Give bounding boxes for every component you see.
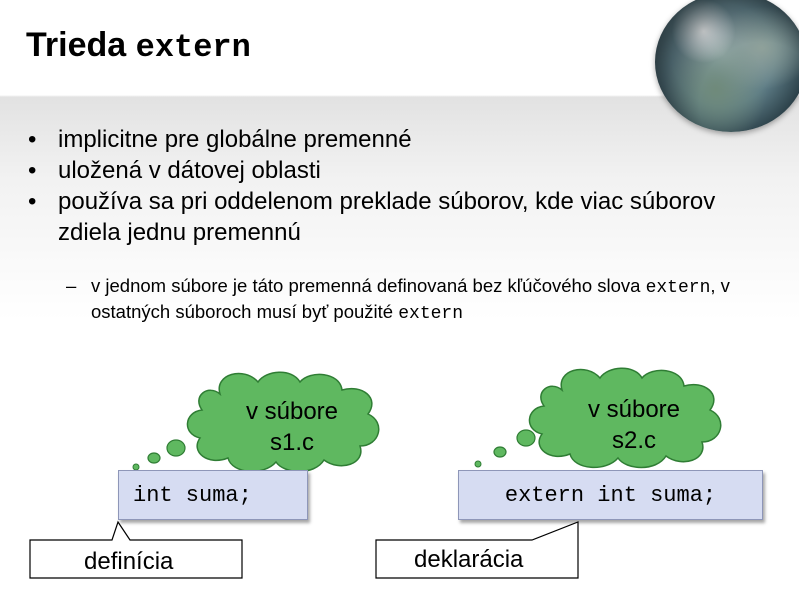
left-cloud-bubble <box>148 453 160 463</box>
sub-bullet-text-2: , v ostatných súboroch musí byť použité <box>91 275 730 322</box>
sub-bullet-code-1: extern <box>645 278 711 298</box>
right-cloud-line-2: s2.c <box>611 427 656 454</box>
right-cloud-label <box>574 394 694 456</box>
sub-bullet-marker: – <box>66 275 77 296</box>
bullet-marker: • <box>28 188 37 215</box>
sub-bullet-text-1: v jednom súbore je táto premenná definovaná bez kľúčového slova <box>91 275 646 296</box>
right-cloud-bubble <box>494 447 506 457</box>
left-code-box: int suma; <box>118 470 308 520</box>
right-cloud-bubble <box>517 430 535 446</box>
sub-bullet-code-2: extern <box>398 304 464 324</box>
title-text: Trieda <box>26 26 136 64</box>
bullet-item <box>26 124 726 155</box>
slide-title <box>26 26 251 66</box>
bullet-list <box>26 124 726 248</box>
left-callout-label: definícia <box>84 548 174 575</box>
left-cloud-label <box>232 396 352 458</box>
bullet-text: implicitne pre globálne premenné <box>58 126 412 153</box>
bullet-item <box>26 155 726 186</box>
right-cloud-line-1: v súbore <box>587 396 681 423</box>
left-cloud-line-2: s1.c <box>269 429 314 456</box>
bullet-marker: • <box>28 157 37 184</box>
right-code-box: extern int suma; <box>458 470 763 520</box>
bullet-text: uložená v dátovej oblasti <box>58 157 321 184</box>
right-cloud-bubble <box>475 461 481 467</box>
left-cloud-line-1: v súbore <box>245 398 339 425</box>
bullet-item <box>26 186 726 248</box>
bullet-text: používa sa pri oddelenom preklade súborov, kde viac súborov zdiela jednu premennú <box>58 188 716 246</box>
sub-bullet <box>66 274 791 326</box>
left-cloud-bubble <box>167 440 185 456</box>
bullet-marker: • <box>28 126 37 153</box>
title-code: extern <box>135 29 251 66</box>
right-callout-label: deklarácia <box>414 546 524 573</box>
